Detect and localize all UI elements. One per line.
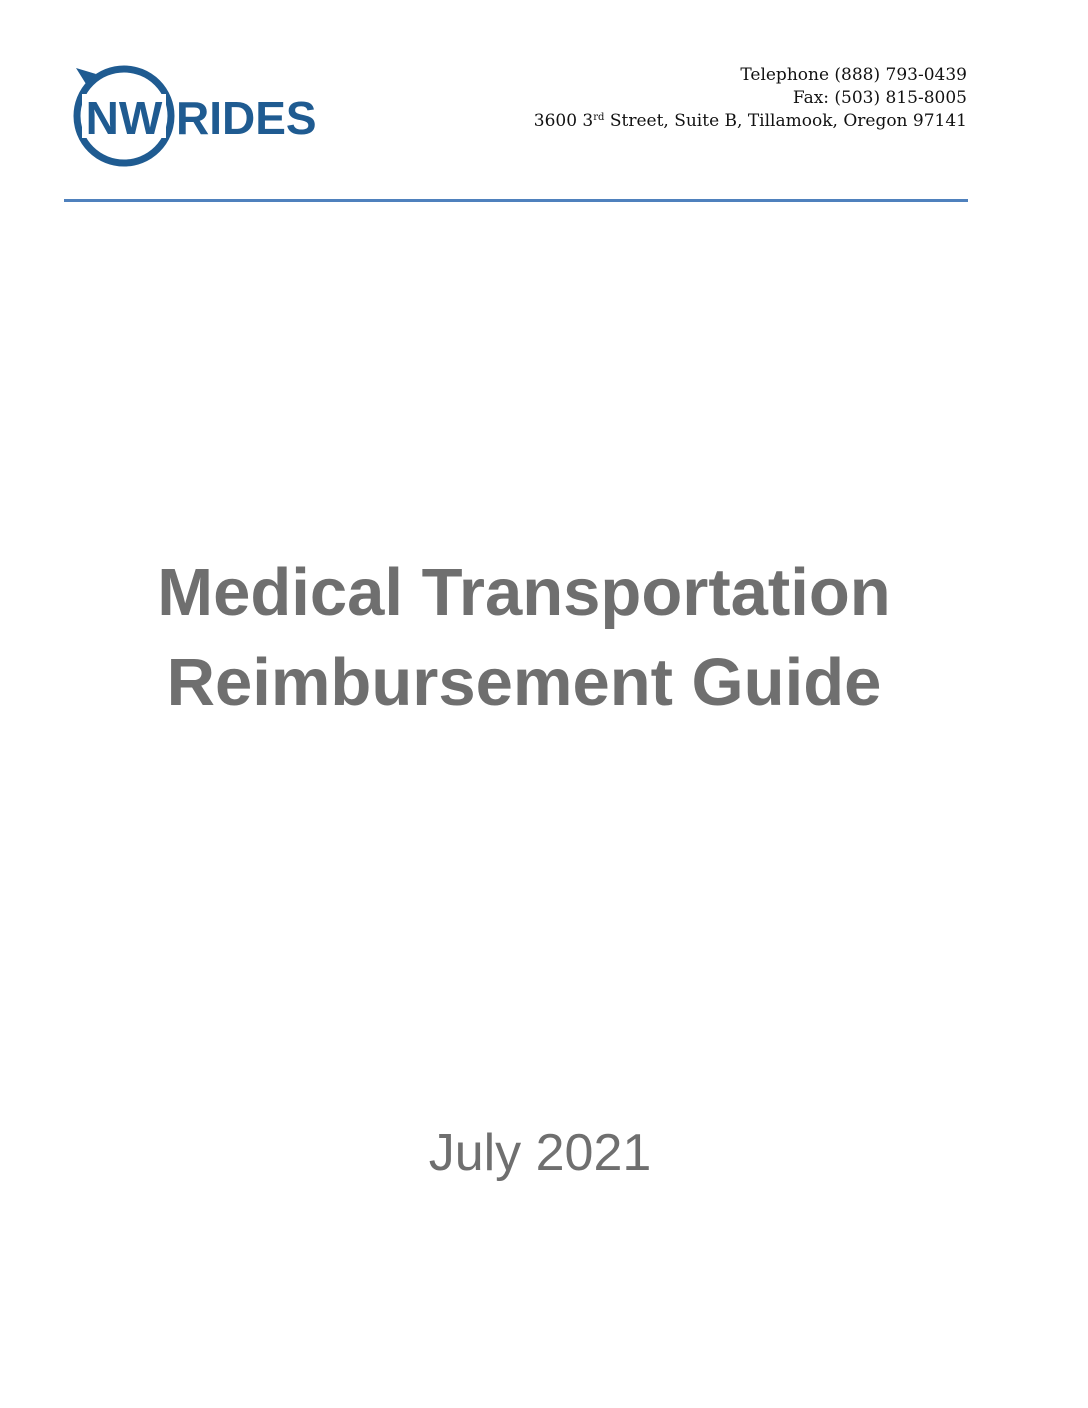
logo-text-rides: RIDES [176,92,317,144]
header-divider [64,199,968,202]
document-title [0,548,1048,728]
nw-rides-logo [72,62,322,170]
address-rest: Street, Suite B, Tillamook, Oregon 97141 [604,111,967,131]
address-ordinal-suffix: rd [593,112,605,123]
title-line-2: Reimbursement Guide [166,645,882,720]
document-date: July 2021 [428,1124,652,1182]
contact-block [534,64,967,133]
fax-line: Fax: (503) 815-8005 [792,88,967,108]
address-line [534,110,967,133]
logo-text-nw: NW [85,92,163,144]
title-line-1: Medical Transportation [157,555,891,630]
address-number: 3600 3 [533,111,594,131]
telephone-line: Telephone (888) 793-0439 [740,65,967,85]
